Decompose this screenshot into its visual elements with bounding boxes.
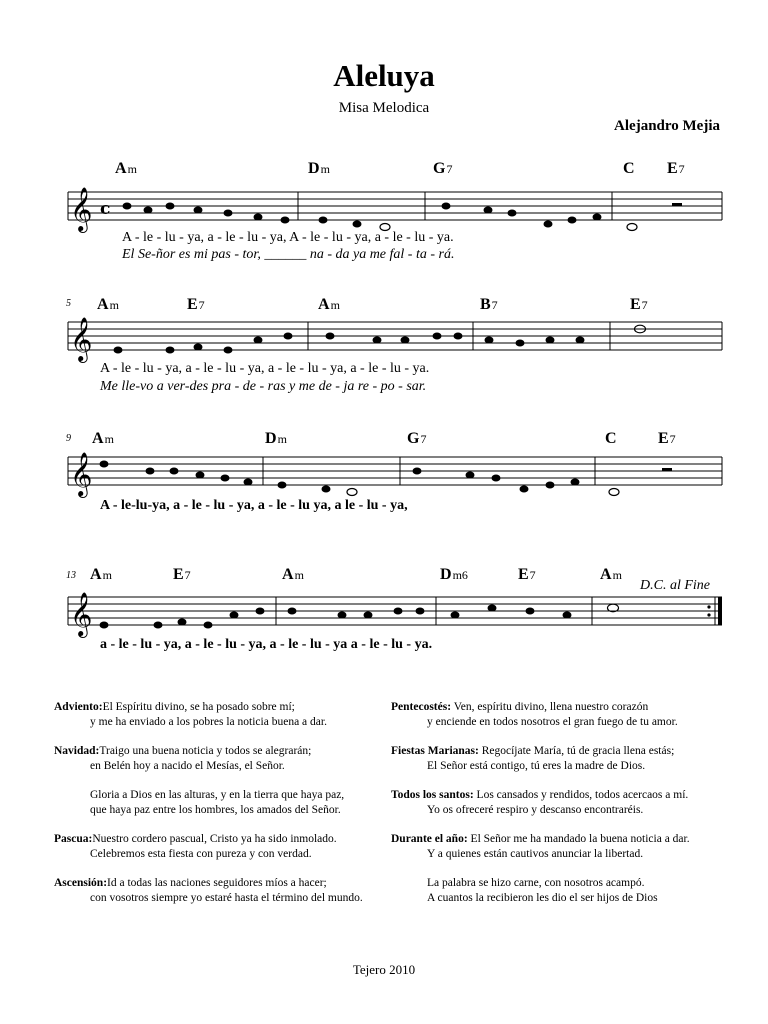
chord-symbol: E7 [630, 296, 648, 313]
measure-number: 5 [66, 298, 71, 309]
verse-line: El Señor me ha mandado la buena noticia a dar. [467, 833, 690, 845]
verse-block [54, 832, 384, 862]
verse-line: Nuestro cordero pascual, Cristo ya ha sido inmolado. [92, 833, 337, 845]
footer-credit: Tejero 2010 [352, 962, 416, 977]
verse-block [54, 788, 384, 818]
chord-symbol: Dm6 [440, 566, 468, 583]
chord-symbol: Am [92, 430, 114, 447]
lyrics-line-2: Me lle-vo a ver-des pra - de - ras y me de - ja re - po - sar. [100, 379, 427, 394]
verse-line: Yo os ofreceré respiro y descanso encontraréis. [427, 804, 644, 816]
verse-line: Regocíjate María, tú de gracia llena estás; [478, 745, 675, 757]
verse-block [391, 744, 721, 774]
chord-symbol: G7 [407, 430, 427, 447]
chord-symbol: E7 [658, 430, 676, 447]
verse-block [54, 700, 384, 730]
verses-right-column [391, 700, 721, 920]
chord-symbol: C [605, 430, 617, 447]
verse-line: Los cansados y rendidos, todos acercaos a mí. [473, 789, 689, 801]
composer-name: Alejandro Mejia [614, 118, 720, 134]
music-staff [0, 445, 768, 495]
verse-block [54, 744, 384, 774]
verse-line: Gloria a Dios en las alturas, y en la tierra que haya paz, [90, 789, 345, 801]
verse-line: y enciende en todos nosotros el gran fuego de tu amor. [427, 716, 678, 728]
music-staff [0, 180, 768, 230]
measure-number: 9 [66, 433, 71, 444]
verse-line: y me ha enviado a los pobres la noticia buena a dar. [90, 716, 327, 728]
lyrics-line-1: A - le-lu-ya, a - le - lu - ya, a - le - lu ya, a le - lu - ya, [100, 498, 408, 513]
verse-line: El Espíritu divino, se ha posado sobre mí; [102, 701, 295, 713]
chord-symbol: E7 [173, 566, 191, 583]
chord-symbol: Dm [265, 430, 287, 447]
verse-label: Pentecostés: [391, 701, 452, 713]
verse-block [391, 700, 721, 730]
verse-line: Celebremos esta fiesta con pureza y con verdad. [90, 848, 312, 860]
verse-label: Todos los santos: [391, 789, 474, 801]
chord-symbol: Am [90, 566, 112, 583]
verse-line: Y a quienes están cautivos anunciar la libertad. [427, 848, 644, 860]
verse-line: con vosotros siempre yo estaré hasta el término del mundo. [90, 892, 363, 904]
dc-al-fine-direction: D.C. al Fine [640, 578, 710, 593]
verse-label: Adviento: [54, 701, 103, 713]
verse-block [391, 788, 721, 818]
chord-symbol: Dm [308, 160, 330, 177]
chord-symbol: E7 [187, 296, 205, 313]
verse-block [54, 876, 384, 906]
chord-symbol: E7 [518, 566, 536, 583]
verse-line: La palabra se hizo carne, con nosotros acampó. [427, 877, 645, 889]
verse-line: El Señor está contigo, tú eres la madre de Dios. [427, 760, 646, 772]
verse-label: Durante el año: [391, 833, 468, 845]
chord-symbol: B7 [480, 296, 498, 313]
chord-symbol: Am [97, 296, 119, 313]
measure-number: 13 [66, 570, 76, 581]
svg-text:𝄞: 𝄞 [70, 187, 93, 231]
lyrics-line-1: A - le - lu - ya, a - le - lu - ya, A - le - lu - ya, a - le - lu - ya. [122, 230, 454, 245]
verse-label: Navidad: [54, 745, 100, 757]
chord-symbol: E7 [667, 160, 685, 177]
page-subtitle: Misa Melodica [338, 100, 430, 116]
svg-text:c: c [100, 199, 111, 219]
svg-text:𝄞: 𝄞 [70, 317, 93, 361]
verse-label: Ascensión: [54, 877, 108, 889]
chord-symbol: Am [282, 566, 304, 583]
verse-label: Pascua: [54, 833, 93, 845]
verse-line: Id a todas las naciones seguidores míos a hacer; [107, 877, 327, 889]
verse-line: A cuantos la recibieron les dio el ser hijos de Dios [427, 892, 658, 904]
verse-label: Fiestas Marianas: [391, 745, 479, 757]
chord-symbol: Am [115, 160, 137, 177]
chord-symbol: C [623, 160, 635, 177]
chord-symbol: Am [600, 566, 622, 583]
lyrics-line-2: El Se-ñor es mi pas - tor, ______ na - da ya me fal - ta - rá. [122, 247, 455, 262]
verses-left-column [54, 700, 384, 920]
music-staff [0, 585, 768, 635]
verse-line: Ven, espíritu divino, llena nuestro corazón [451, 701, 649, 713]
chord-symbol: G7 [433, 160, 453, 177]
lyrics-line-1: a - le - lu - ya, a - le - lu - ya, a - le - lu - ya a - le - lu - ya. [100, 637, 433, 652]
verse-block [391, 832, 721, 862]
verse-line: en Belén hoy a nacido el Mesías, el Señor. [90, 760, 285, 772]
verse-line: Traigo una buena noticia y todos se alegrarán; [99, 745, 312, 757]
svg-text:𝄞: 𝄞 [70, 452, 93, 496]
lyrics-line-1: A - le - lu - ya, a - le - lu - ya, a - le - lu - ya, a - le - lu - ya. [100, 361, 430, 376]
verse-line: que haya paz entre los hombres, los amados del Señor. [90, 804, 341, 816]
music-staff [0, 310, 768, 360]
page-title: Aleluya [333, 58, 435, 93]
chord-symbol: Am [318, 296, 340, 313]
svg-text:𝄞: 𝄞 [70, 592, 93, 636]
verse-block [391, 876, 721, 906]
